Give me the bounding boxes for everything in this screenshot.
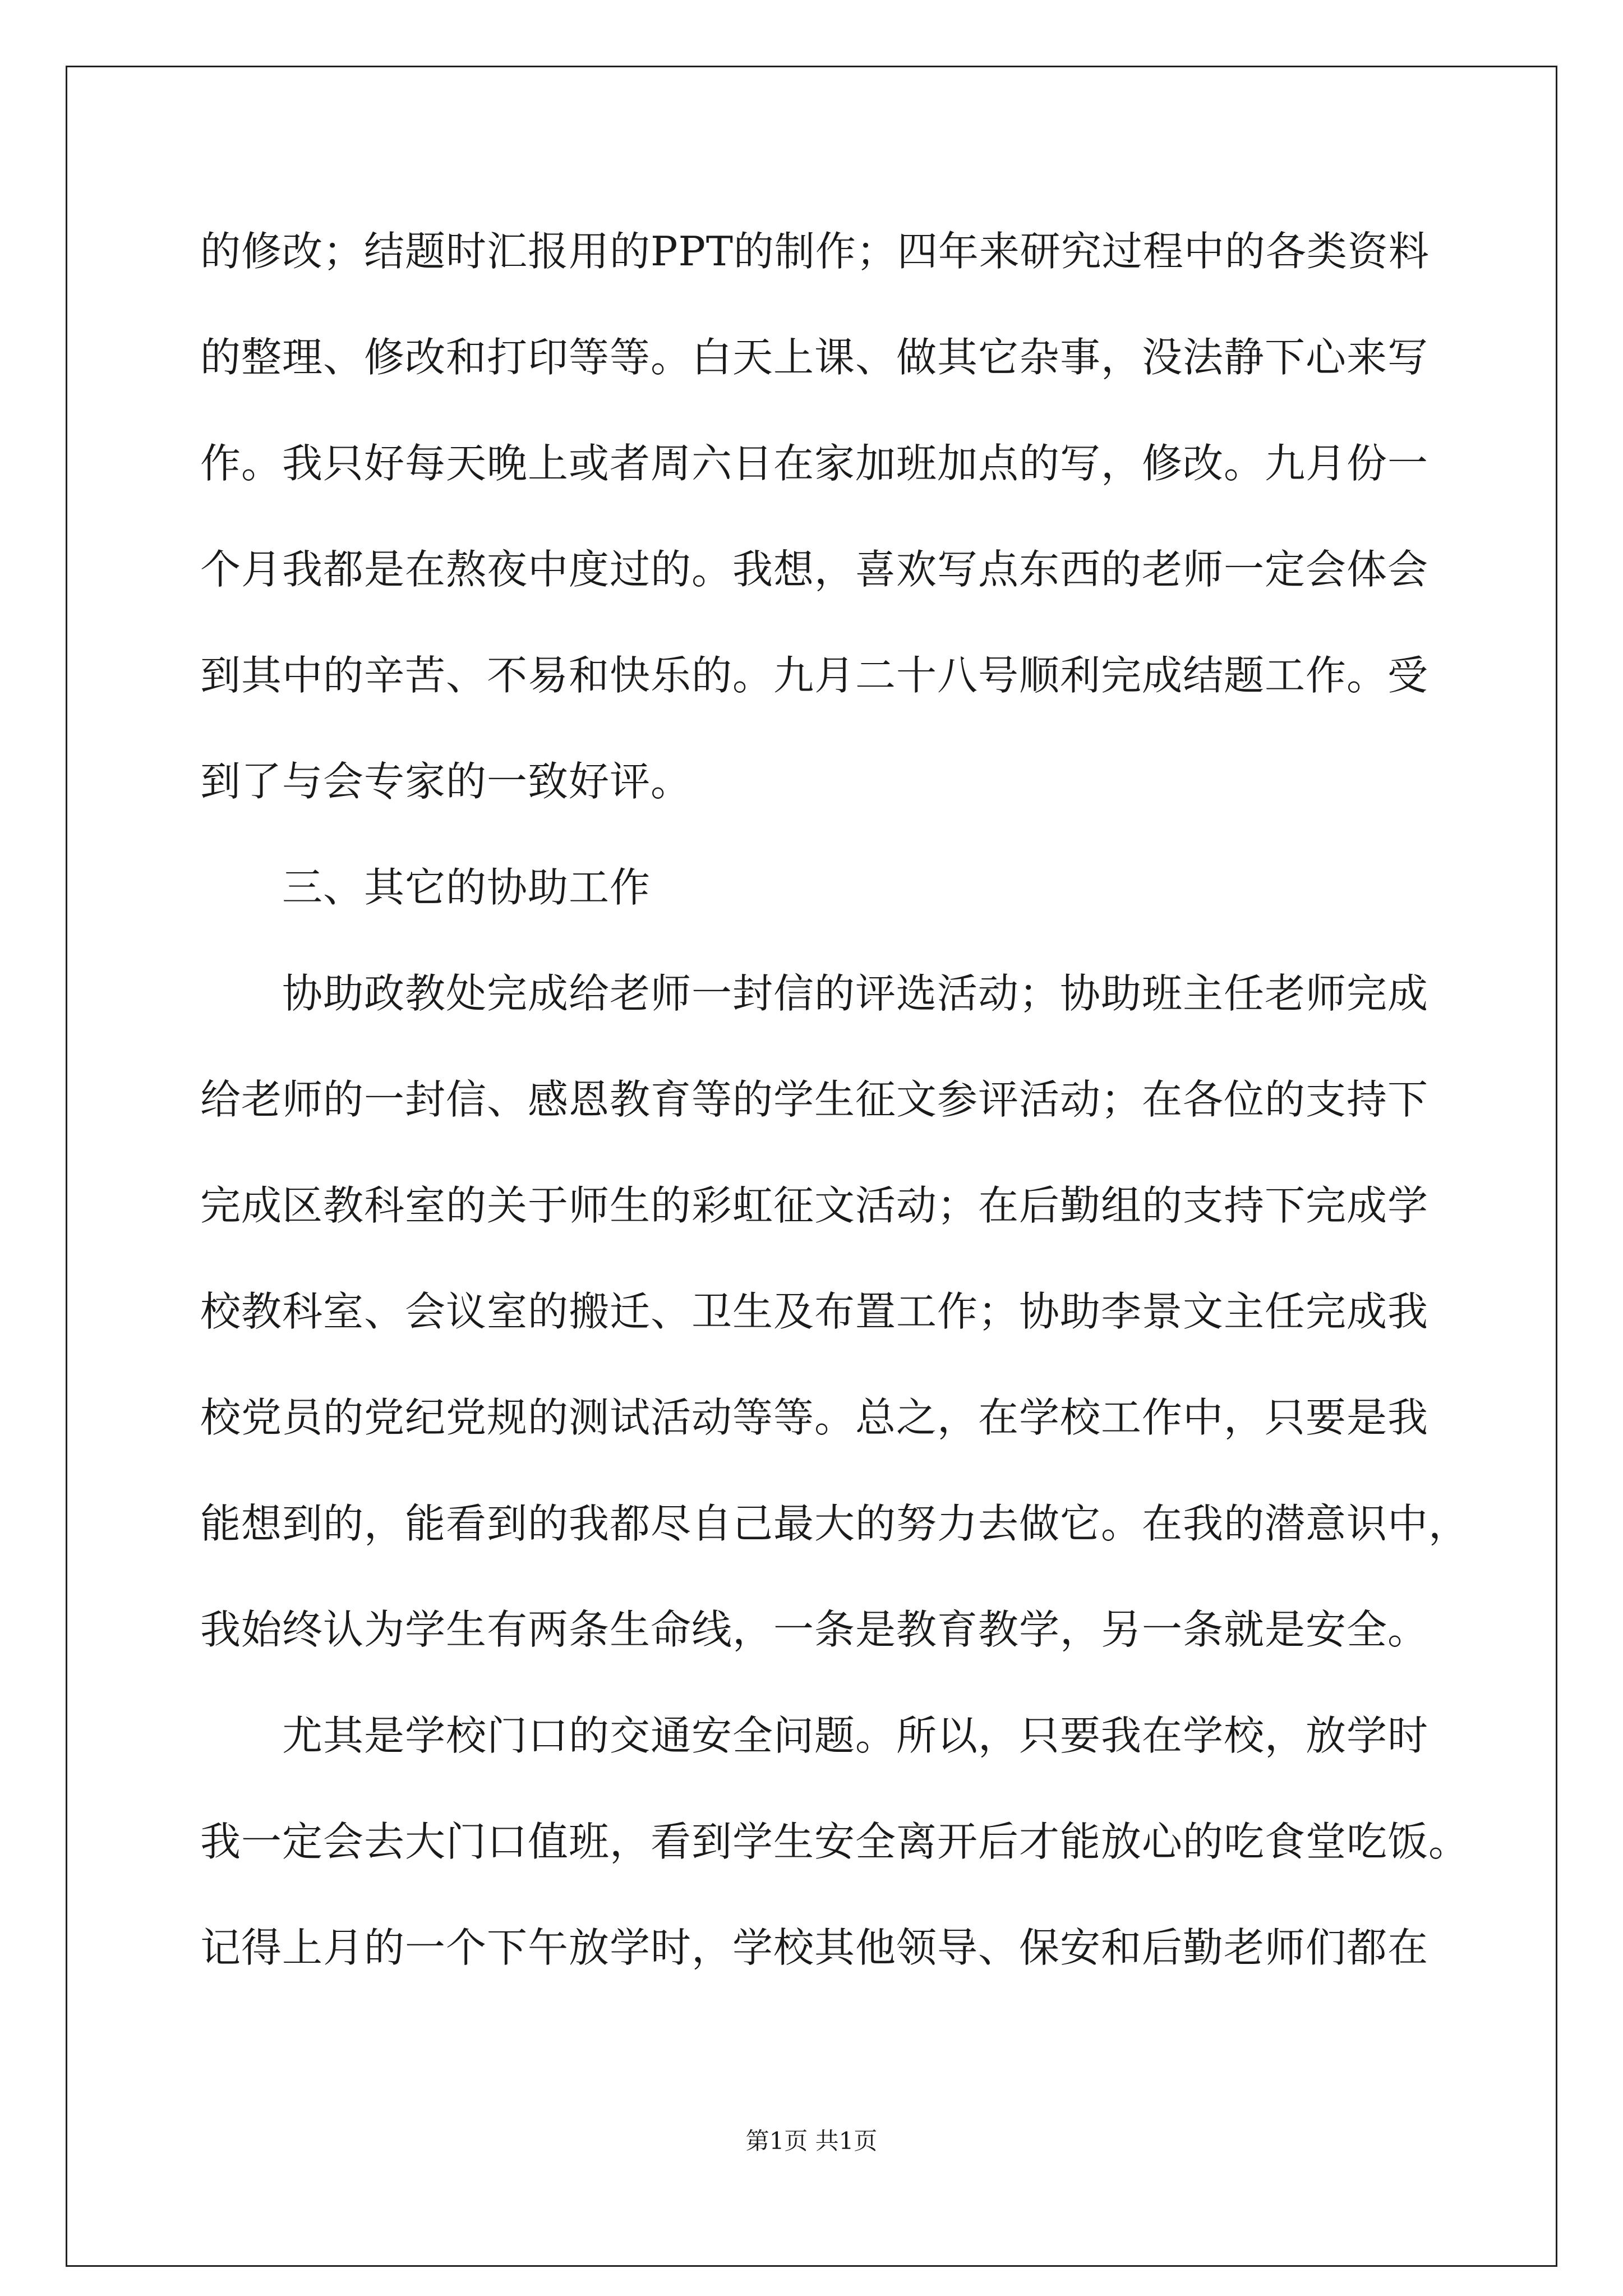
text-line: 协助政教处完成给老师一封信的评选活动；协助班主任老师完成 <box>282 970 1429 1017</box>
text-line: 到了与会专家的一致好评。 <box>200 758 692 805</box>
text-line: 的整理、修改和打印等等。白天上课、做其它杂事，没法静下心来写 <box>200 334 1429 381</box>
document-body <box>200 199 1513 2001</box>
text-line: 作。我只好每天晚上或者周六日在家加班加点的写，修改。九月份一 <box>200 440 1429 487</box>
text-line: 个月我都是在熬夜中度过的。我想，喜欢写点东西的老师一定会体会 <box>200 546 1429 593</box>
page-footer: 第1页 共1页 <box>745 2127 878 2155</box>
text-line: 我一定会去大门口值班，看到学生安全离开后才能放心的吃食堂吃饭。 <box>200 1818 1470 1865</box>
text-line: 完成区教科室的关于师生的彩虹征文活动；在后勤组的支持下完成学 <box>200 1182 1429 1229</box>
text-line: 能想到的，能看到的我都尽自己最大的努力去做它。在我的潜意识中， <box>200 1500 1470 1547</box>
text-line: 记得上月的一个下午放学时，学校其他领导、保安和后勤老师们都在 <box>200 1924 1429 1971</box>
text-line: 到其中的辛苦、不易和快乐的。九月二十八号顺利完成结题工作。受 <box>200 652 1429 699</box>
text-line: 尤其是学校门口的交通安全问题。所以，只要我在学校，放学时 <box>282 1712 1429 1759</box>
text-line: 校教科室、会议室的搬迁、卫生及布置工作；协助李景文主任完成我 <box>200 1288 1429 1335</box>
text-line: 的修改；结题时汇报用的PPT的制作；四年来研究过程中的各类资料 <box>200 228 1430 275</box>
section-heading: 三、其它的协助工作 <box>282 864 651 911</box>
text-line: 给老师的一封信、感恩教育等的学生征文参评活动；在各位的支持下 <box>200 1076 1429 1123</box>
text-line: 校党员的党纪党规的测试活动等等。总之，在学校工作中，只要是我 <box>200 1394 1429 1441</box>
text-line: 我始终认为学生有两条生命线，一条是教育教学，另一条就是安全。 <box>200 1606 1429 1653</box>
